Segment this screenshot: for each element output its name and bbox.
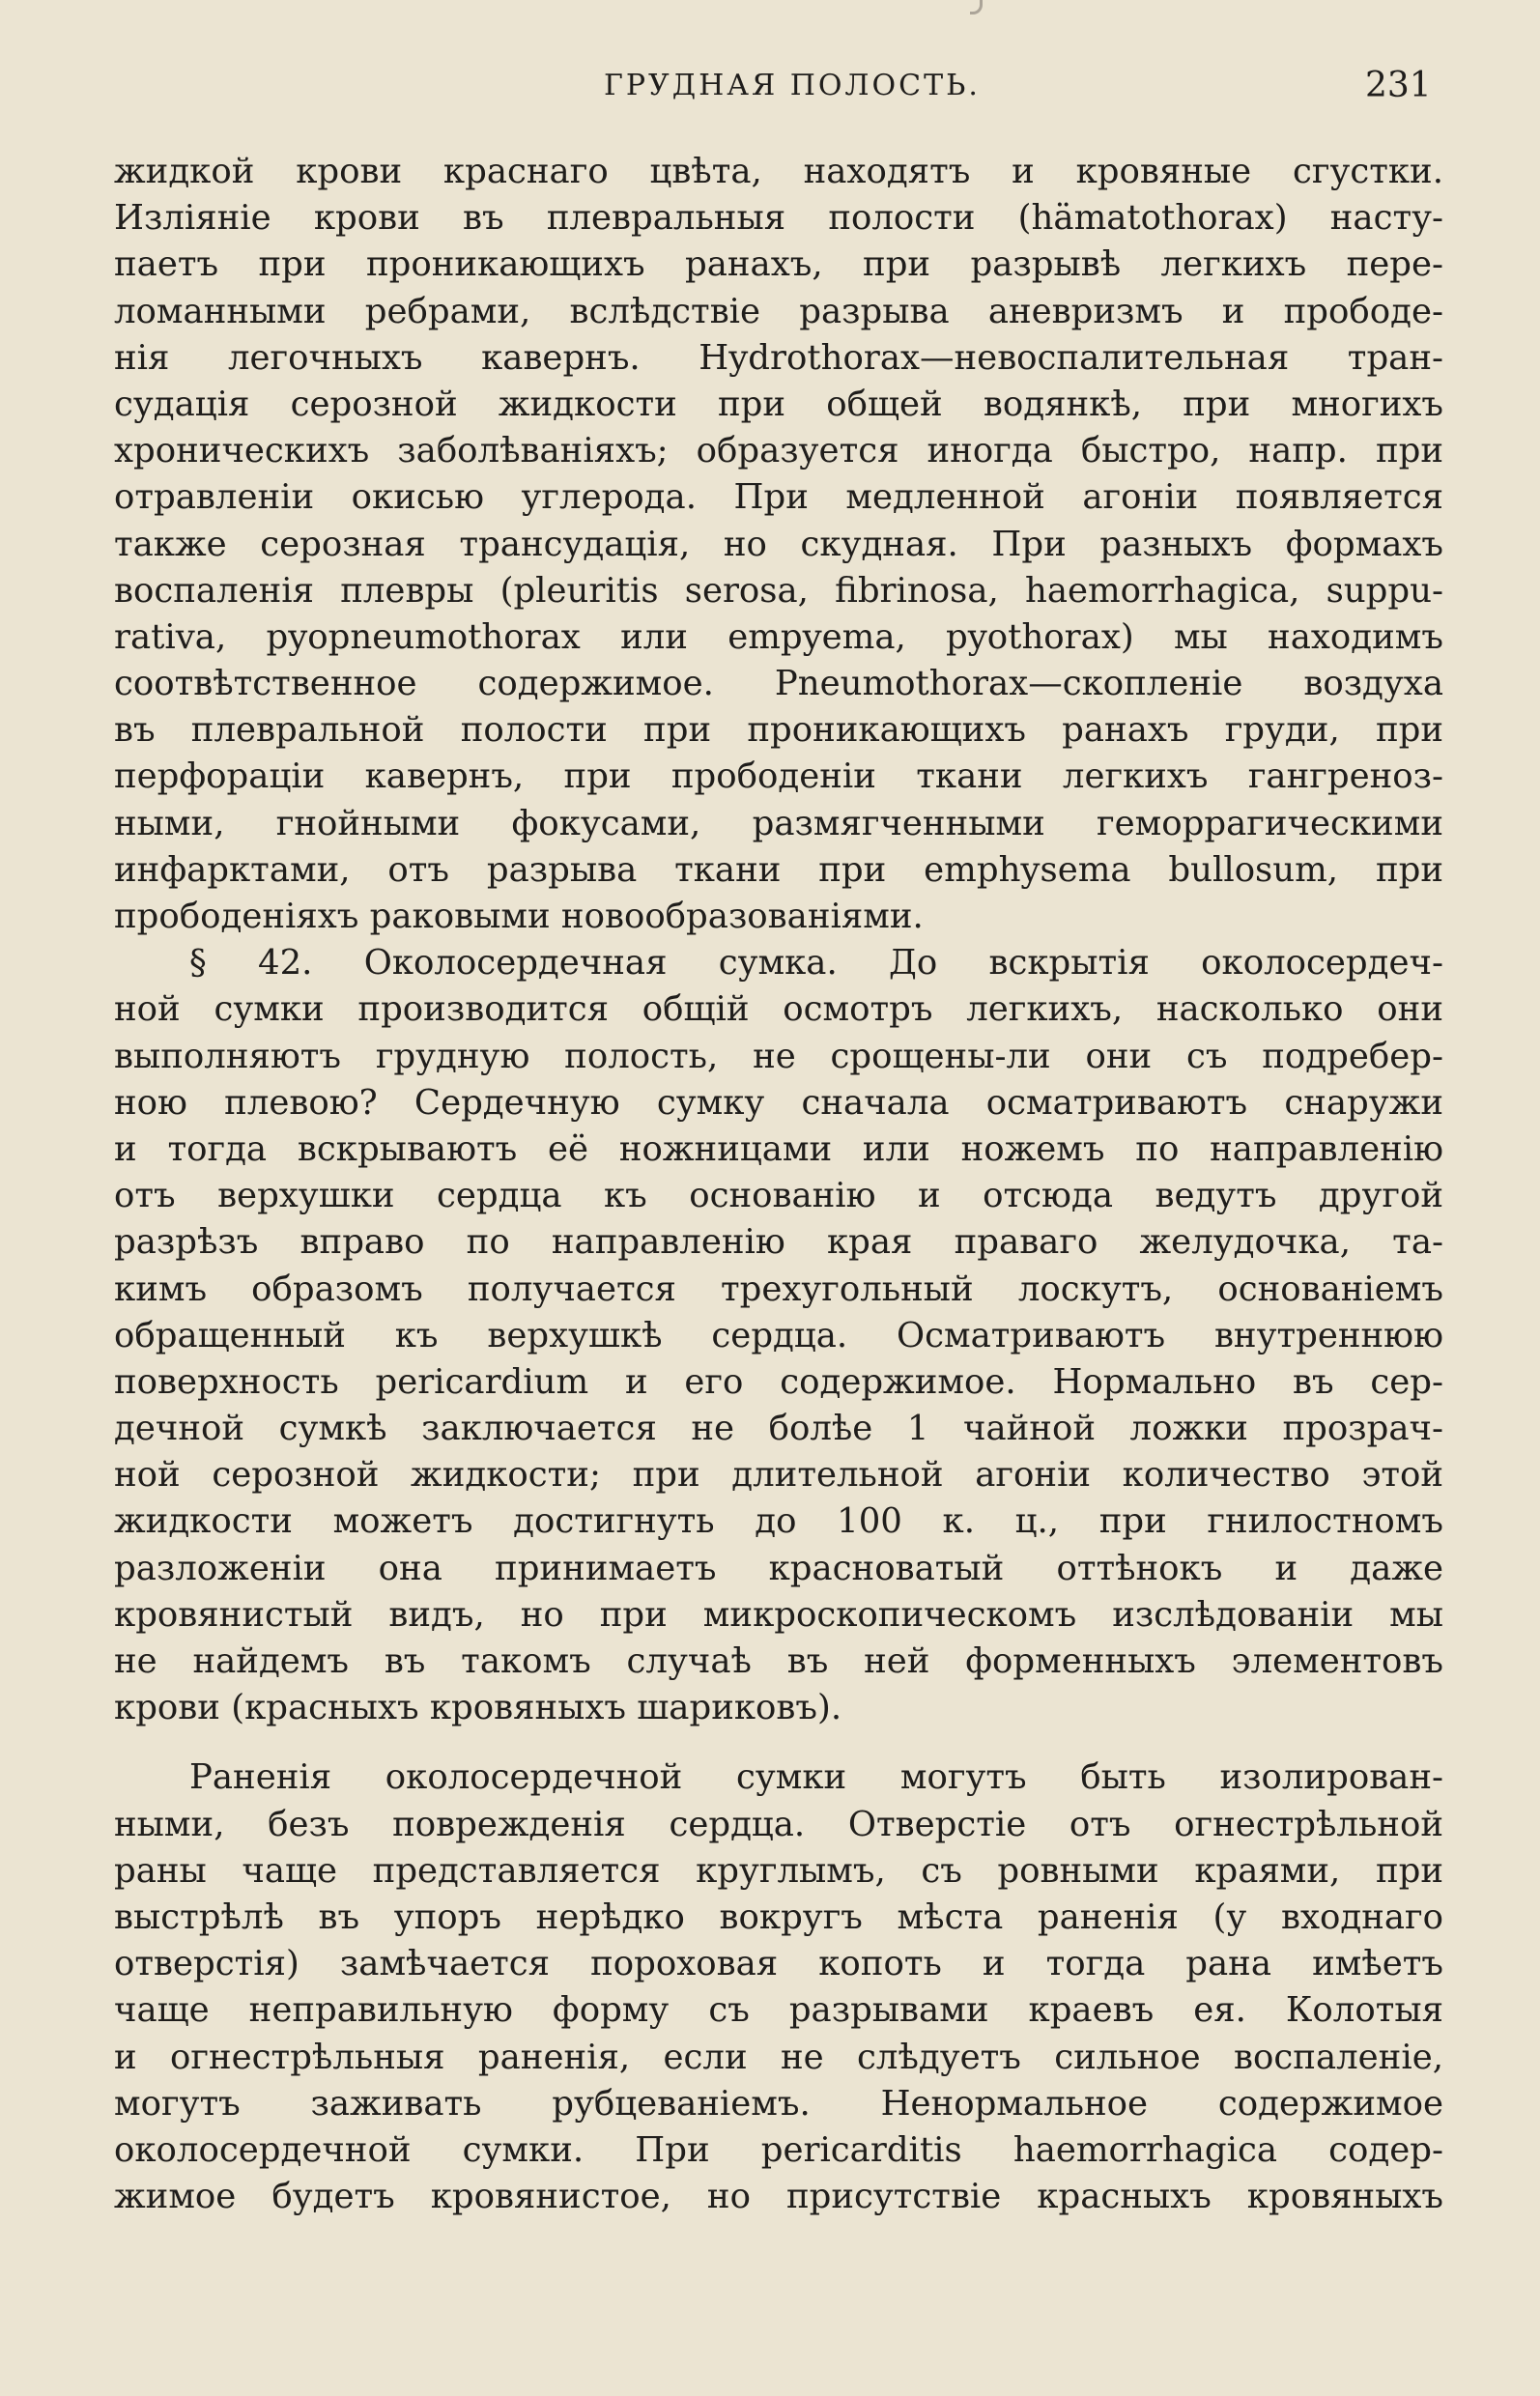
text-line: Изліяніе крови въ плевральныя полости (hämatothorax) насту- <box>114 198 1443 239</box>
text-line: и огнестрѣльныя раненія, если не слѣдуетъ сильное воспаленіе, <box>114 2037 1443 2077</box>
text-line: поверхность pericardium и его содержимое. Нормально въ сер- <box>114 1361 1443 1402</box>
text-line: выстрѣлѣ въ упоръ нерѣдко вокругъ мѣста раненія (у входнаго <box>114 1897 1443 1937</box>
paragraph-pericardial-wounds <box>114 1754 1443 2220</box>
text-line: чаще неправильную форму съ разрывами краевъ ея. Колотыя <box>114 1990 1443 2031</box>
text-line: ломанными ребрами, вслѣдствіе разрыва аневризмъ и прободе- <box>114 291 1443 331</box>
text-line: дечной сумкѣ заключается не болѣе 1 чайной ложки прозрач- <box>114 1409 1443 1449</box>
page-edge-mark <box>970 0 983 14</box>
paragraph-section-42-pericardium <box>114 940 1443 1731</box>
text-line: отверстія) замѣчается пороховая копоть и тогда рана имѣетъ <box>114 1944 1443 1984</box>
text-line: выполняютъ грудную полость, не срощены-ли они съ подребер- <box>114 1036 1443 1076</box>
text-line: также серозная трансудація, но скудная. При разныхъ формахъ <box>114 524 1443 564</box>
text-line: околосердечной сумки. При pericarditis haemorrhagica содер- <box>114 2129 1443 2170</box>
text-line: жимое будетъ кровянистое, но присутствіе красныхъ кровяныхъ <box>114 2177 1443 2217</box>
text-line: нія легочныхъ кавернъ. Hydrothorax—невоспалительная тран- <box>114 337 1443 378</box>
running-title: ГРУДНАЯ ПОЛОСТЬ. <box>604 69 981 102</box>
text-line: соотвѣтственное содержимое. Pneumothorax—скопленіе воздуха <box>114 664 1443 704</box>
text-line: ной сумки производится общій осмотръ легкихъ, насколько они <box>114 989 1443 1030</box>
text-line: ными, безъ поврежденія сердца. Отверстіе отъ огнестрѣльной <box>114 1804 1443 1844</box>
text-line: и тогда вскрываютъ её ножницами или ножемъ по направленію <box>114 1128 1443 1169</box>
paragraph-gap <box>114 1731 1443 1754</box>
text-line: могутъ заживать рубцеваніемъ. Ненормальное содержимое <box>114 2083 1443 2124</box>
text-line: отравленіи окисью углерода. При медленной агоніи появляется <box>114 477 1443 518</box>
body-text <box>114 149 1443 2220</box>
text-line: крови (красныхъ кровяныхъ шариковъ). <box>114 1688 842 1728</box>
text-line: кровянистый видъ, но при микроскопическомъ изслѣдованіи мы <box>114 1594 1443 1635</box>
page-number: 231 <box>1365 66 1432 105</box>
text-line: жидкости можетъ достигнуть до 100 к. ц., при гнилостномъ <box>114 1501 1443 1542</box>
text-line: раны чаще представляется круглымъ, съ ровными краями, при <box>114 1850 1443 1891</box>
text-line: инфарктами, отъ разрыва ткани при emphysema bullosum, при <box>114 849 1443 890</box>
text-line: обращенный къ верхушкѣ сердца. Осматриваютъ внутреннюю <box>114 1315 1443 1355</box>
text-line: отъ верхушки сердца къ основанію и отсюда ведутъ другой <box>114 1176 1443 1216</box>
paragraph-chest-cavity-contents <box>114 149 1443 940</box>
text-line: кимъ образомъ получается трехугольный лоскутъ, основаніемъ <box>114 1269 1443 1309</box>
text-line: перфораціи кавернъ, при прободеніи ткани легкихъ гангреноз- <box>114 756 1443 797</box>
text-line: ной серозной жидкости; при длительной агоніи количество этой <box>114 1455 1443 1496</box>
text-line: въ плевральной полости при проникающихъ ранахъ груди, при <box>114 710 1443 751</box>
text-line: rativa, pyopneumothorax или empyema, pyothorax) мы находимъ <box>114 616 1443 657</box>
text-line: разрѣзъ вправо по направленію края праваго желудочка, та- <box>114 1222 1443 1263</box>
text-line: паетъ при проникающихъ ранахъ, при разрывѣ легкихъ пере- <box>114 244 1443 285</box>
text-line: ными, гнойными фокусами, размягченными геморрагическими <box>114 803 1443 843</box>
text-line: Раненія околосердечной сумки могутъ быть изолирован- <box>189 1757 1443 1798</box>
text-line: жидкой крови краснаго цвѣта, находятъ и кровяные сгустки. <box>114 152 1443 191</box>
text-line: хроническихъ заболѣваніяхъ; образуется иногда быстро, напр. при <box>114 431 1443 471</box>
running-head <box>0 62 1540 110</box>
text-line: воспаленія плевры (pleuritis serosa, fibrinosa, haemorrhagica, suppu- <box>114 570 1443 611</box>
text-line: судація серозной жидкости при общей водянкѣ, при многихъ <box>114 384 1443 424</box>
text-line: разложеніи она принимаетъ красноватый оттѣнокъ и даже <box>114 1548 1443 1588</box>
section-heading-line: § 42. Околосердечная сумка. До вскрытія околосердеч- <box>189 943 1443 984</box>
text-line: прободеніяхъ раковыми новообразованіями. <box>114 897 924 936</box>
text-line: ною плевою? Сердечную сумку сначала осматриваютъ снаружи <box>114 1082 1443 1123</box>
text-line: не найдемъ въ такомъ случаѣ въ ней форменныхъ элементовъ <box>114 1641 1443 1681</box>
